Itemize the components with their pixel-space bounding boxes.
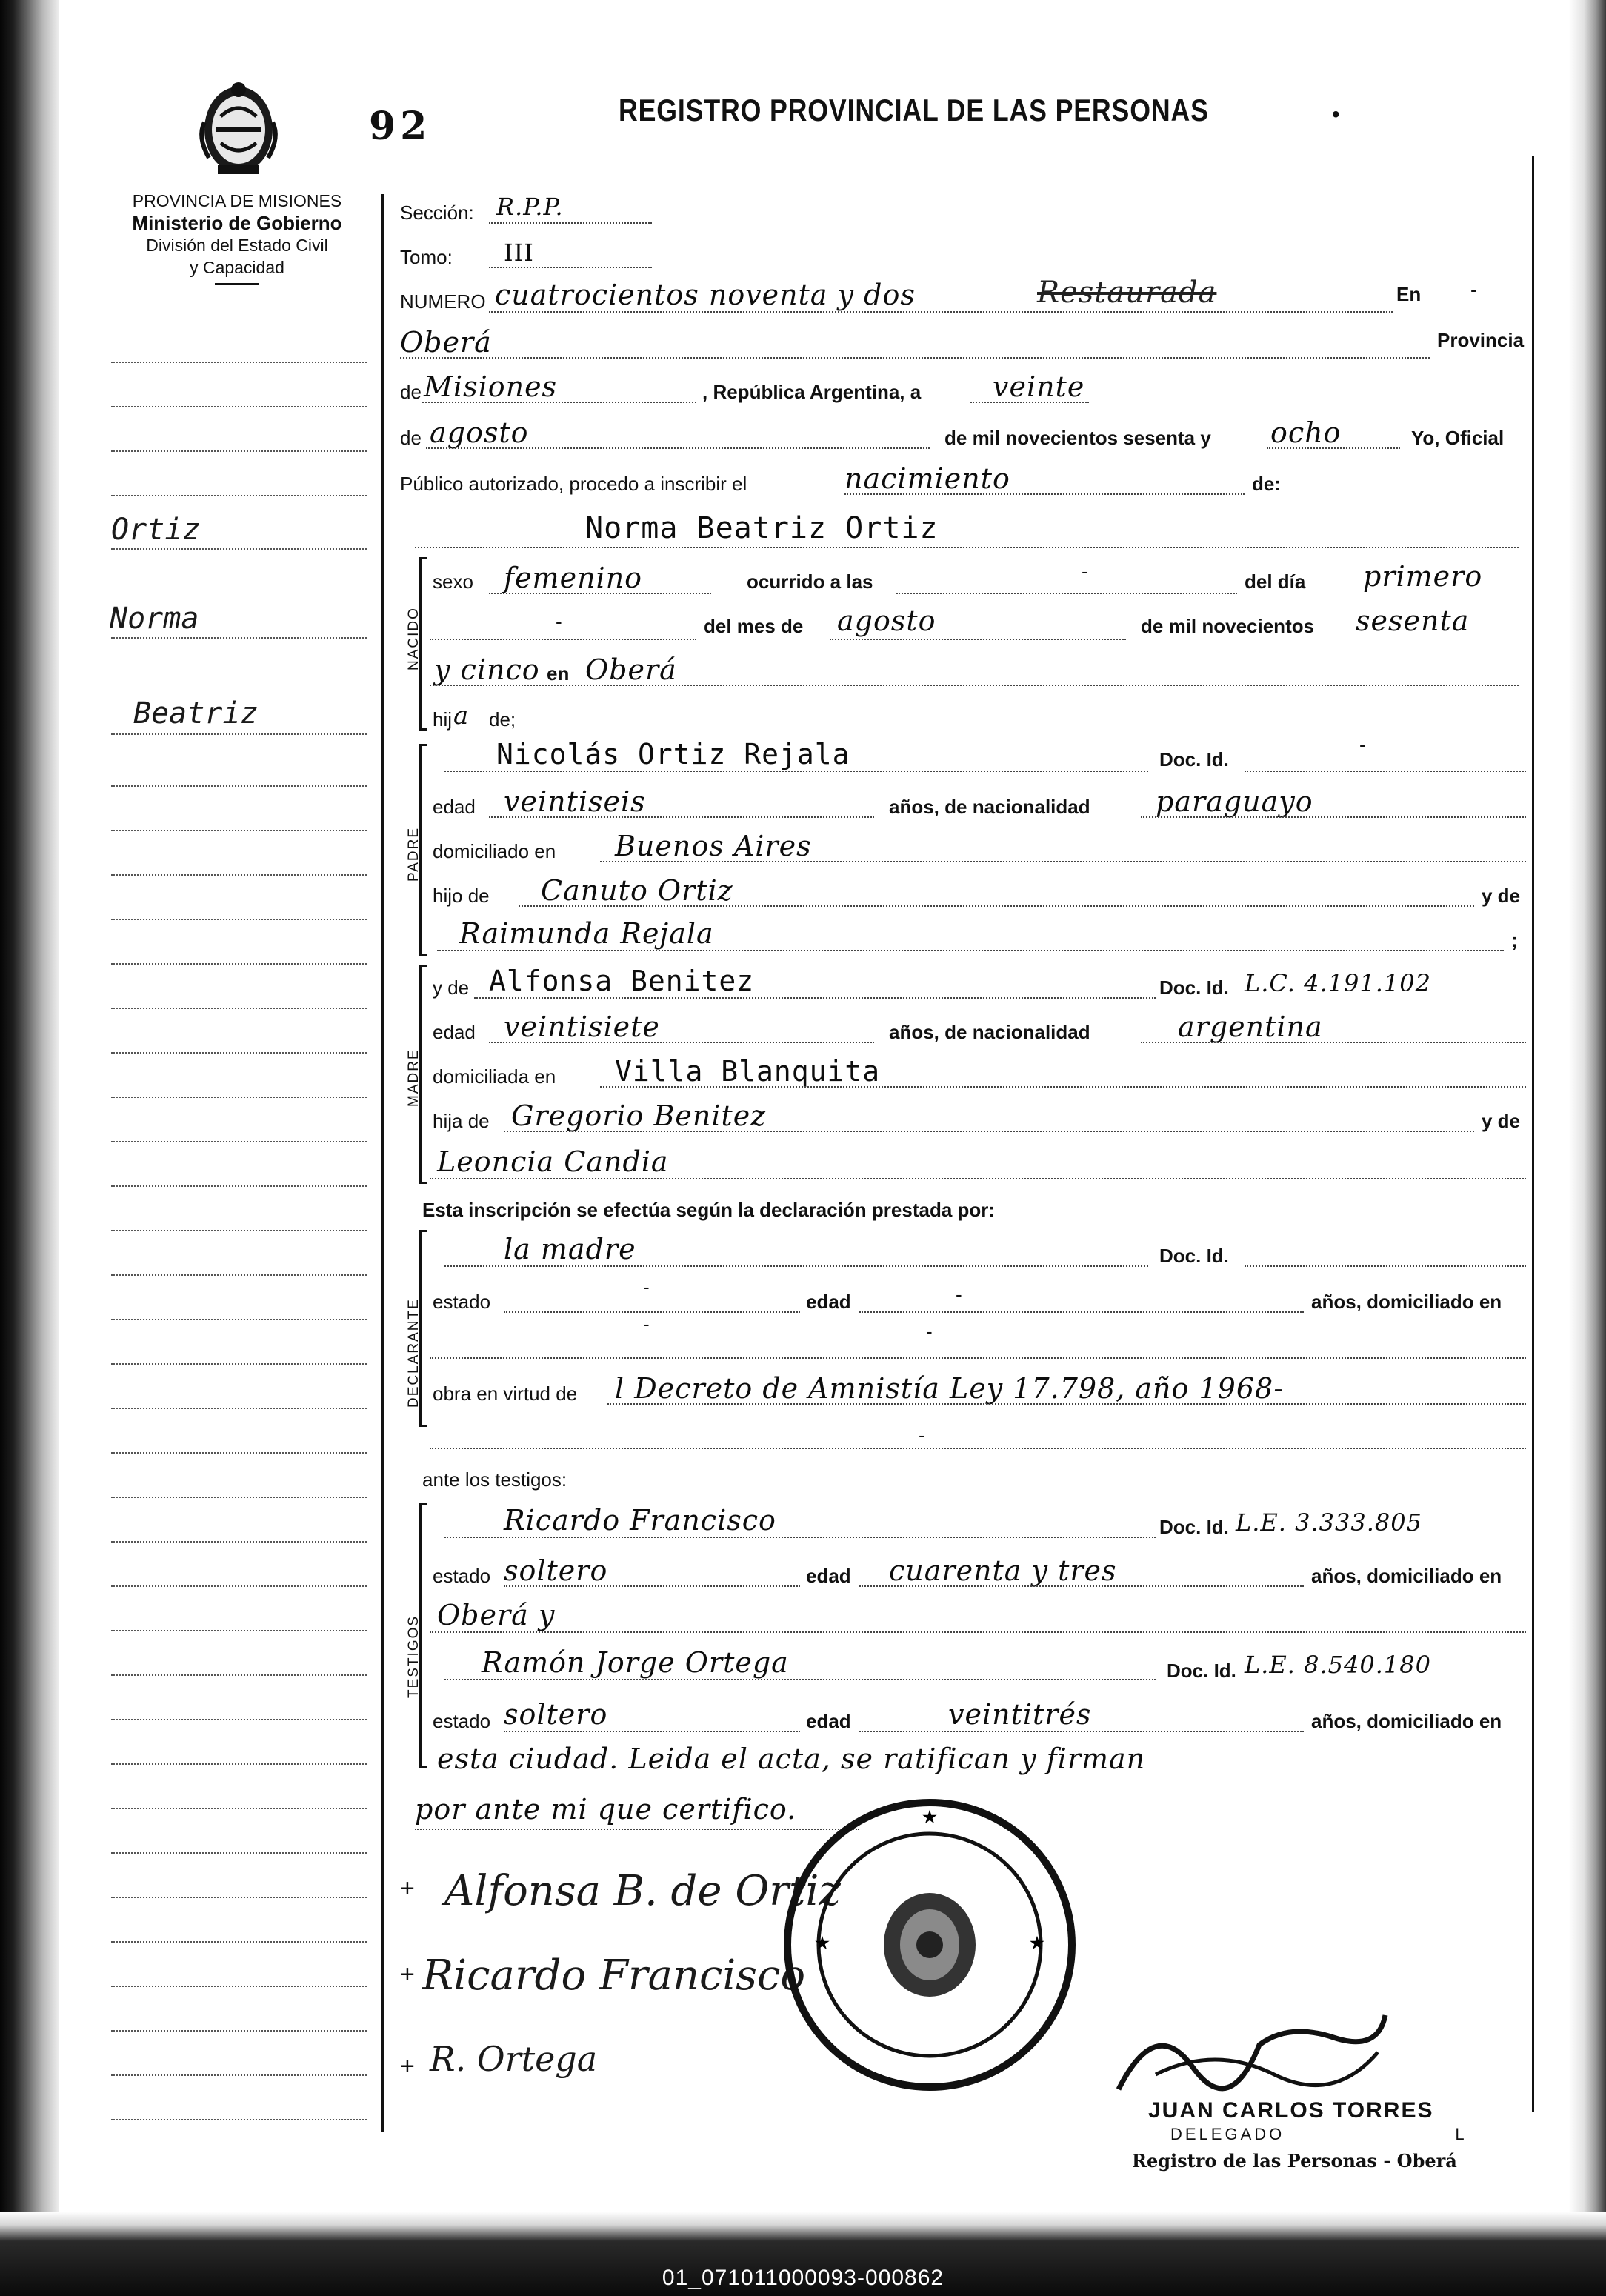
margin-rule-line — [111, 1585, 367, 1587]
margin-rule-line — [111, 1274, 367, 1276]
declarante-name: la madre — [504, 1233, 636, 1265]
dotted-line — [430, 685, 1519, 686]
seccion-label: Sección: — [400, 202, 474, 224]
act-type-value: nacimiento — [844, 462, 1010, 495]
dotted-line — [504, 1731, 800, 1732]
document-id: 01_071011000093-000862 — [662, 2266, 944, 2290]
doc-label: Doc. Id. — [1159, 1245, 1229, 1267]
mother-nacionalidad-value: argentina — [1178, 1011, 1323, 1043]
hija-label: hij — [433, 708, 453, 731]
signature-mark: + — [400, 2052, 415, 2080]
margin-rule-line — [111, 2030, 367, 2032]
margin-rule-line — [111, 1941, 367, 1943]
margin-rule-line — [111, 830, 367, 831]
official-office: Registro de las Personas - Oberá — [1132, 2150, 1457, 2172]
mil-label: de mil novecientos — [1141, 615, 1315, 637]
declarante-label: DECLARANTE — [406, 1298, 422, 1408]
margin-surname: Ortiz — [111, 513, 201, 547]
dotted-line — [426, 447, 930, 449]
official-role-suffix: L — [1455, 2125, 1467, 2143]
dotted-line — [444, 1265, 1148, 1267]
official-signature-icon — [1111, 2000, 1393, 2104]
numero-value: cuatrocientos noventa y dos — [495, 279, 916, 311]
domicilio-label: años, domiciliado en — [1311, 1710, 1502, 1732]
hora-value: - — [1082, 560, 1088, 582]
header-dot: • — [1332, 102, 1340, 127]
provincial-crest-icon — [194, 70, 283, 182]
margin-rule — [381, 194, 384, 2132]
testigos-intro: ante los testigos: — [422, 1468, 567, 1491]
mother-mother-value: Leoncia Candia — [437, 1145, 669, 1178]
division-line: División del Estado Civil — [146, 236, 328, 255]
edad-label: edad — [806, 1710, 851, 1732]
father-nacionalidad-value: paraguayo — [1156, 785, 1313, 818]
witness1-name: Ricardo Francisco — [504, 1504, 776, 1537]
numero-label: NUMERO — [400, 290, 486, 313]
nacido-label: NACIDO — [406, 607, 422, 671]
yde-label: y de — [433, 976, 470, 999]
dotted-line — [430, 1631, 1526, 1633]
provincia-label: Provincia — [1437, 329, 1525, 351]
dotted-line — [1141, 1042, 1526, 1043]
dotted-line — [444, 771, 1148, 772]
declarante-dash: - — [926, 1320, 933, 1342]
margin-rule-line — [111, 1185, 367, 1187]
republica-label: , República Argentina, a — [702, 381, 922, 403]
edad-label: edad — [806, 1291, 851, 1313]
edad-label: edad — [806, 1565, 851, 1587]
declarante-estado-value: - — [643, 1276, 650, 1298]
del-dia-label: del día — [1245, 570, 1306, 593]
margin-rule-line — [111, 1141, 367, 1142]
dotted-line — [474, 997, 1156, 999]
mother-edad-value: veintisiete — [504, 1011, 660, 1043]
margin-rule-line — [111, 1452, 367, 1454]
issuing-authority — [96, 190, 378, 285]
seccion-value: R.P.P. — [496, 193, 564, 221]
margin-rule-line — [111, 963, 367, 965]
father-doc-value: - — [1359, 733, 1366, 756]
nacionalidad-label: años, de nacionalidad — [889, 1021, 1090, 1043]
father-edad-value: veintiseis — [504, 785, 646, 818]
dotted-line — [504, 1585, 800, 1587]
dotted-line — [600, 861, 1526, 862]
signature-ortega: R. Ortega — [430, 2039, 598, 2079]
ocurrido-label: ocurrido a las — [747, 570, 873, 593]
yde-label: y de — [1482, 885, 1521, 907]
closing-line-2: por ante mi que certifico. — [415, 1793, 797, 1826]
margin-first-name: Norma — [110, 602, 199, 636]
sexo-label: sexo — [433, 570, 473, 593]
dotted-line — [1267, 447, 1400, 449]
year-value: ocho — [1270, 416, 1342, 449]
witness1-edad-value: cuarenta y tres — [889, 1554, 1117, 1587]
yde-label: y de — [1482, 1110, 1521, 1132]
margin-rule-line — [111, 1363, 367, 1365]
dotted-line — [400, 357, 1430, 359]
official-stamp-icon — [778, 1778, 1082, 2112]
dotted-line — [1245, 771, 1526, 772]
dotted-line — [607, 1403, 1526, 1405]
en-label: en — [547, 662, 570, 685]
lugar-value: Oberá — [585, 653, 677, 686]
de2-label: de — [400, 427, 422, 449]
dotted-line — [830, 639, 1126, 640]
tomo-value: III — [504, 239, 534, 267]
mes-value: agosto — [837, 605, 936, 637]
dotted-line — [430, 1448, 1526, 1449]
dotted-line — [600, 1086, 1526, 1088]
edad-label: edad — [433, 796, 476, 818]
nacionalidad-label: años, de nacionalidad — [889, 796, 1090, 818]
dotted-line — [430, 1178, 1526, 1179]
margin-rule-line — [111, 495, 367, 496]
margin-rule-line — [111, 2119, 367, 2120]
declarante-trailing-dash: - — [919, 1424, 925, 1446]
ministry-line: Ministerio de Gobierno — [132, 212, 342, 234]
de-label: de — [400, 381, 422, 403]
virtud-label: obra en virtud de — [433, 1382, 578, 1405]
estado-label: estado — [433, 1291, 491, 1313]
page-number: 92 — [369, 104, 432, 149]
closing-line-1: esta ciudad. Leida el acta, se ratifican y firman — [437, 1743, 1146, 1775]
subject-name: Norma Beatriz Ortiz — [585, 511, 939, 545]
dotted-line — [422, 402, 696, 403]
dotted-line — [970, 402, 1089, 403]
margin-rule-line — [111, 548, 367, 550]
madre-label: MADRE — [406, 1048, 422, 1107]
margin-rule-line — [111, 1763, 367, 1765]
dotted-line — [489, 267, 652, 268]
margin-rule-line — [111, 785, 367, 787]
margin-rule-line — [111, 1674, 367, 1676]
dotted-line — [489, 816, 874, 818]
capacity-line: y Capacidad — [190, 258, 284, 277]
signature-ricardo: Ricardo Francisco — [422, 1951, 806, 2000]
margin-rule-line — [111, 1097, 367, 1098]
svg-text:★: ★ — [1030, 1934, 1044, 1952]
hijo-label: hijo de — [433, 885, 490, 907]
dotted-line — [415, 547, 1519, 548]
mother-father-value: Gregorio Benitez — [511, 1099, 767, 1132]
minutes-value: - — [556, 610, 562, 633]
margin-rule-line — [111, 919, 367, 920]
margin-rule-line — [111, 362, 367, 363]
dotted-line — [519, 905, 1474, 907]
padre-label: PADRE — [406, 826, 422, 882]
margin-rule-line — [111, 1808, 367, 1809]
virtud-value: l Decreto de Amnistía Ley 17.798, año 1968- — [615, 1372, 1285, 1405]
dotted-line — [844, 493, 1245, 495]
dotted-line — [896, 593, 1237, 594]
signature-mark: + — [400, 1960, 415, 1989]
official-role-text: DELEGADO — [1170, 2125, 1285, 2143]
signature-mark: + — [400, 1874, 415, 1903]
witness2-estado-value: soltero — [504, 1698, 608, 1731]
margin-rule-line — [111, 1719, 367, 1720]
de-label: de; — [489, 708, 516, 731]
province-line: PROVINCIA DE MISIONES — [132, 191, 342, 210]
dotted-line — [430, 639, 696, 640]
dotted-line — [430, 1357, 1526, 1359]
dotted-line — [504, 1131, 1474, 1132]
provincia-value: Misiones — [424, 370, 558, 403]
dotted-line — [444, 1537, 1156, 1538]
witness1-domicilio-value: Oberá y — [437, 1599, 556, 1631]
margin-rule-line — [111, 637, 367, 639]
svg-text:★: ★ — [815, 1934, 830, 1952]
hija-suffix: a — [453, 701, 470, 731]
margin-rule-line — [111, 1319, 367, 1320]
doc-label: Doc. Id. — [1159, 748, 1229, 771]
sexo-value: femenino — [504, 562, 643, 594]
testigos-label: TESTIGOS — [406, 1614, 422, 1698]
margin-rule-line — [111, 2074, 367, 2076]
margin-rule-line — [111, 874, 367, 876]
right-rule — [1532, 156, 1534, 2112]
dotted-line — [489, 311, 1393, 313]
witness1-estado-value: soltero — [504, 1554, 608, 1587]
anio-value-cont: y cinco — [434, 653, 540, 686]
page-title: REGISTRO PROVINCIAL DE LAS PERSONAS — [619, 93, 1209, 127]
domicilio-label: domiciliada en — [433, 1065, 556, 1088]
father-domicilio-value: Buenos Aires — [615, 830, 812, 862]
margin-rule-line — [111, 1497, 367, 1498]
domicilio-label: años, domiciliado en — [1311, 1291, 1502, 1313]
publico-label: Público autorizado, procedo a inscribir el — [400, 473, 747, 495]
doc-label: Doc. Id. — [1159, 976, 1229, 999]
father-name: Nicolás Ortiz Rejala — [496, 738, 850, 771]
margin-rule-line — [111, 1052, 367, 1054]
mother-doc-value: L.C. 4.191.102 — [1245, 969, 1431, 997]
margin-rule-line — [111, 1897, 367, 1898]
hija-label: hija de — [433, 1110, 490, 1132]
dotted-line — [437, 950, 1504, 951]
dotted-line — [1141, 816, 1526, 818]
witness2-doc-value: L.E. 8.540.180 — [1245, 1651, 1431, 1679]
divider — [215, 283, 259, 285]
book-binding — [0, 0, 59, 2296]
margin-rule-line — [111, 733, 367, 735]
witness2-name: Ramón Jorge Ortega — [482, 1646, 789, 1679]
domicilio-label: domiciliado en — [433, 840, 556, 862]
domicilio-label: años, domiciliado en — [1311, 1565, 1502, 1587]
dotted-line — [489, 593, 711, 594]
mother-name: Alfonsa Benitez — [489, 965, 755, 997]
witness2-edad-value: veintitrés — [948, 1698, 1092, 1731]
dotted-line — [1245, 1265, 1526, 1267]
official-name: JUAN CARLOS TORRES — [1148, 2098, 1434, 2123]
edad-label: edad — [433, 1021, 476, 1043]
margin-middle-name: Beatriz — [133, 696, 259, 731]
svg-text:★: ★ — [922, 1808, 937, 1826]
dia-value: primero — [1363, 560, 1483, 593]
margin-rule-line — [111, 1408, 367, 1409]
page-edge — [1569, 0, 1606, 2296]
doc-label: Doc. Id. — [1159, 1516, 1229, 1538]
margin-rule-line — [111, 1852, 367, 1854]
margin-rule-line — [111, 1630, 367, 1631]
margin-rule-line — [111, 450, 367, 452]
dotted-line — [504, 1311, 800, 1313]
day-value: veinte — [993, 370, 1085, 403]
tomo-label: Tomo: — [400, 246, 453, 268]
margin-rule-line — [111, 1986, 367, 1987]
month-value: agosto — [430, 416, 529, 449]
margin-rule-line — [111, 406, 367, 407]
dotted-line — [859, 1585, 1304, 1587]
margin-rule-line — [111, 1008, 367, 1009]
semicolon: ; — [1511, 929, 1518, 951]
dotted-line — [859, 1311, 1304, 1313]
margin-rule-line — [111, 1541, 367, 1543]
anio-value: sesenta — [1356, 605, 1470, 637]
dotted-line — [444, 1679, 1156, 1680]
margin-rule-line — [111, 1230, 367, 1231]
en-label: En — [1396, 283, 1422, 305]
dotted-line — [489, 1042, 874, 1043]
signature-alfonsa: Alfonsa B. de Ortiz — [444, 1867, 841, 1915]
dotted-line — [859, 1731, 1304, 1732]
declarante-dash: - — [643, 1313, 650, 1335]
doc-label: Doc. Id. — [1167, 1660, 1236, 1682]
father-father-value: Canuto Ortiz — [541, 874, 733, 907]
numero-annotation: Restaurada — [1037, 276, 1217, 310]
witness1-doc-value: L.E. 3.333.805 — [1236, 1508, 1422, 1537]
mes-label: del mes de — [704, 615, 804, 637]
estado-label: estado — [433, 1710, 491, 1732]
year-label: de mil novecientos sesenta y — [944, 427, 1211, 449]
mother-domicilio-value: Villa Blanquita — [615, 1055, 881, 1088]
oficial-label: Yo, Oficial — [1411, 427, 1505, 449]
declarante-edad-value: - — [956, 1283, 962, 1305]
declaracion-intro: Esta inscripción se efectúa según la declaración prestada por: — [422, 1199, 996, 1221]
father-mother-value: Raimunda Rejala — [459, 917, 714, 950]
en-value: - — [1470, 279, 1477, 301]
place-value: Oberá — [400, 326, 492, 359]
dotted-line — [489, 222, 652, 224]
de3-label: de: — [1252, 473, 1281, 495]
estado-label: estado — [433, 1565, 491, 1587]
official-role — [1170, 2125, 1467, 2144]
